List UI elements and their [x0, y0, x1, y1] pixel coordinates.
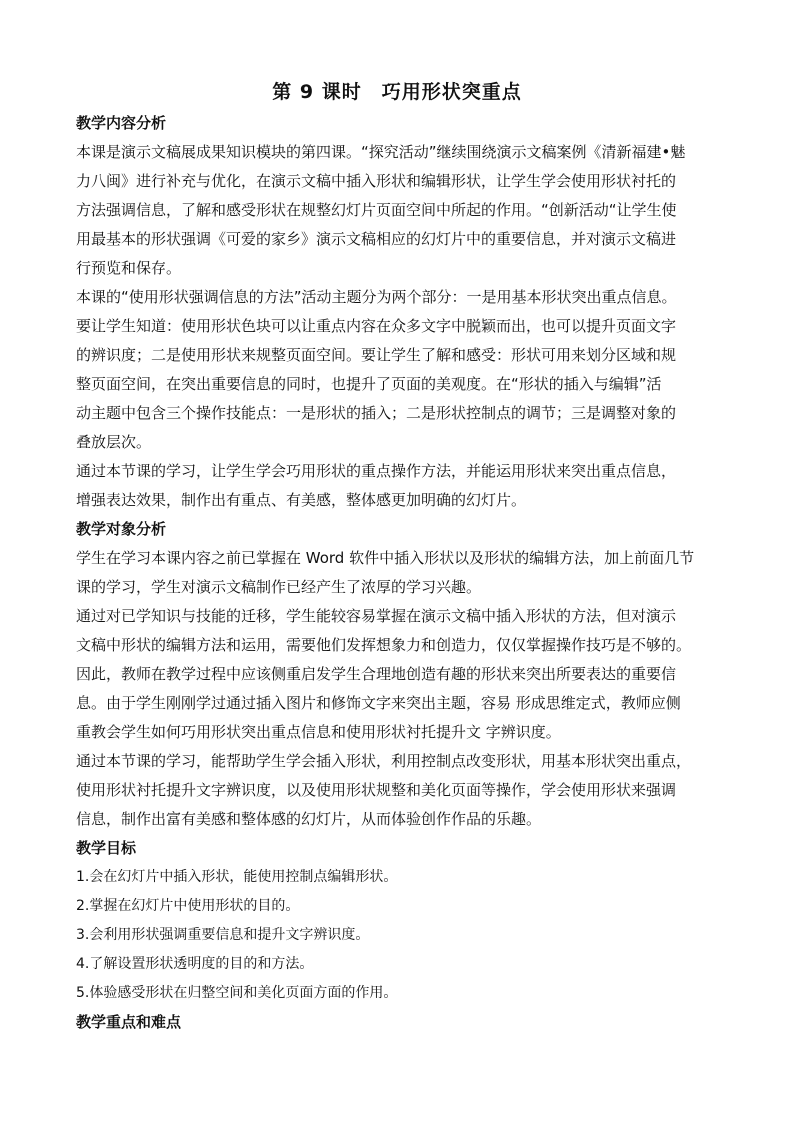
paragraph-line: 课的学习，学生对演示文稿制作已经产生了浓厚的学习兴趣。 — [76, 578, 482, 596]
paragraph-line: 本课的“使用形状强调信息的方法”活动主题分为两个部分：一是用基本形状突出重点信息。 — [76, 288, 677, 306]
goal-item: 4.了解设置形状透明度的目的和方法。 — [76, 956, 314, 972]
paragraph-line: 使用形状衬托提升文字辨识度，以及使用形状规整和美化页面等操作，学会使用形状来强调 — [76, 781, 677, 799]
paragraph — [76, 602, 728, 747]
paragraph-line: 因此，教师在教学过程中应该侧重启发学生合理地创造有趣的形状来突出所要表达的重要信 — [76, 665, 677, 683]
paragraph-line: 学生在学习本课内容之前已掌握在 Word 软件中插入形状以及形状的编辑方法，加上前面几节 — [76, 549, 695, 567]
paragraph-line: 的辨识度；二是使用形状来规整页面空间。要让学生了解和感受：形状可用来划分区域和规 — [76, 346, 677, 364]
paragraph-line: 叠放层次。 — [76, 433, 152, 451]
goal-item: 3.会利用形状强调重要信息和提升文字辨识度。 — [76, 927, 370, 943]
section-heading-audience-analysis: 教学对象分析 — [76, 520, 167, 538]
paragraph — [76, 138, 728, 283]
paragraph-line: 动主题中包含三个操作技能点：一是形状的插入；二是形状控制点的调节；三是调整对象的 — [76, 404, 677, 422]
paragraph-line: 力八闽》进行补充与优化，在演示文稿中插入形状和编辑形状，让学生学会使用形状衬托的 — [76, 172, 677, 190]
paragraph-line: 通过本节课的学习，能帮助学生学会插入形状，利用控制点改变形状，用基本形状突出重点， — [76, 752, 692, 770]
paragraph — [76, 544, 728, 602]
paragraph-line: 增强表达效果，制作出有重点、有美感，整体感更加明确的幻灯片。 — [76, 491, 527, 509]
section-heading-key-points: 教学重点和难点 — [76, 1013, 182, 1031]
section-heading-content-analysis: 教学内容分析 — [76, 114, 167, 132]
paragraph-line: 要让学生知道：使用形状色块可以让重点内容在众多文字中脱颖而出，也可以提升页面文字 — [76, 317, 677, 335]
lesson-title: 第 9 课时 巧用形状突重点 — [272, 81, 522, 103]
paragraph-line: 息。由于学生刚刚学过通过插入图片和修饰文字来突出主题，容易 形成思维定式，教师应侧 — [76, 694, 681, 712]
goal-item: 5.体验感受形状在归整空间和美化页面方面的作用。 — [76, 985, 398, 1001]
paragraph-line: 信息，制作出富有美感和整体感的幻灯片，从而体验创作作品的乐趣。 — [76, 810, 542, 828]
goal-item: 1.会在幻灯片中插入形状，能使用控制点编辑形状。 — [76, 869, 398, 885]
paragraph-line: 本课是演示文稿展成果知识模块的第四课。“探究活动”继续围绕演示文稿案例《清新福建•魅 — [76, 143, 686, 161]
paragraph — [76, 457, 728, 515]
goal-item: 2.掌握在幻灯片中使用形状的目的。 — [76, 898, 300, 914]
paragraph-line: 通过本节课的学习，让学生学会巧用形状的重点操作方法，并能运用形状来突出重点信息， — [76, 462, 677, 480]
paragraph-line: 通过对已学知识与技能的迁移，学生能较容易掌握在演示文稿中插入形状的方法，但对演示 — [76, 607, 677, 625]
paragraph-line: 用最基本的形状强调《可爱的家乡》演示文稿相应的幻灯片中的重要信息，并对演示文稿进 — [76, 230, 677, 248]
paragraph-line: 文稿中形状的编辑方法和运用，需要他们发挥想象力和创造力，仅仅掌握操作技巧是不够的。 — [76, 636, 692, 654]
paragraph-line: 整页面空间，在突出重要信息的同时，也提升了页面的美观度。在“形状的插入与编辑”活 — [76, 375, 662, 393]
section-heading-teaching-goals: 教学目标 — [76, 839, 137, 857]
paragraph-line: 方法强调信息，了解和感受形状在规整幻灯片页面空间中所起的作用。“创新活动“让学生使 — [76, 201, 677, 219]
document-body — [76, 109, 728, 1037]
paragraph-line: 重教会学生如何巧用形状突出重点信息和使用形状衬托提升文 字辨识度。 — [76, 723, 561, 741]
paragraph-line: 行预览和保存。 — [76, 259, 182, 277]
paragraph — [76, 747, 728, 834]
paragraph — [76, 283, 728, 457]
